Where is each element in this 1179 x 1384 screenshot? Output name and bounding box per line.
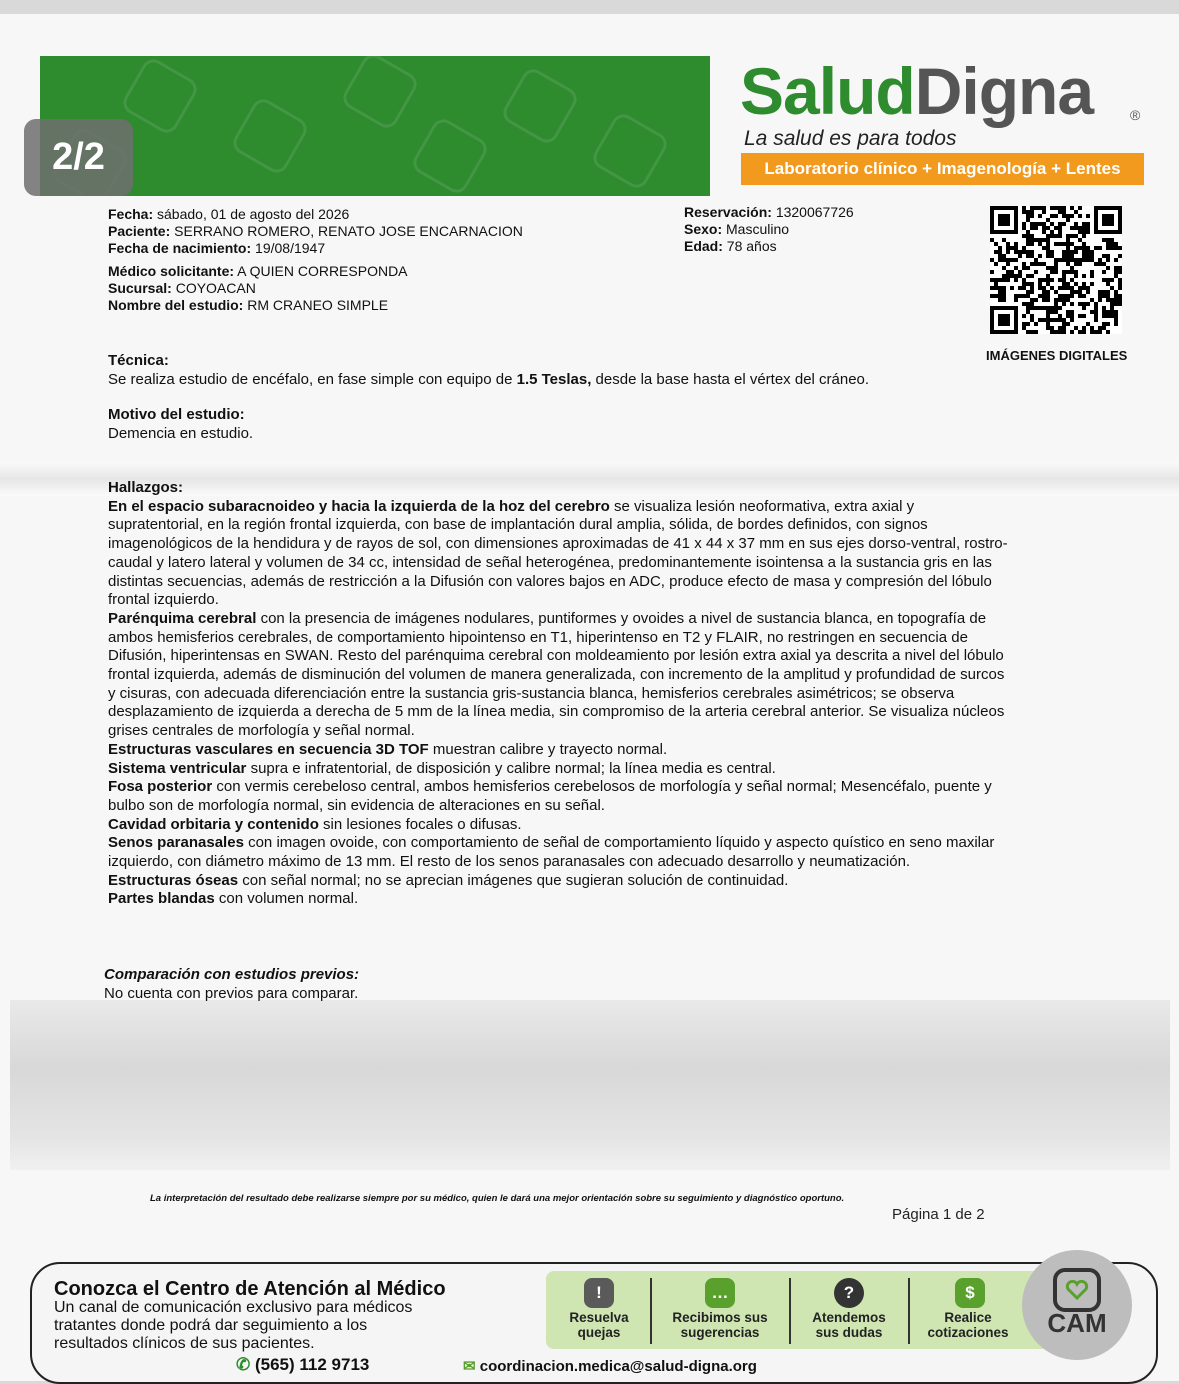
phone-contact[interactable] [236, 1355, 369, 1375]
brand-tagline: La salud es para todos [744, 127, 957, 150]
patient-info-left: Fecha: sábado, 01 de agosto del 2026 Paciente: SERRANO ROMERO, RENATO JOSE ENCARNACION Fecha de nacimiento: 19/08/1947 Médico solicitante: A QUIEN CORRESPONDA Sucursal: COYOACAN Nombre del estudio: RM CRANEO SIMPLE [108, 206, 523, 313]
cam-item-sugerencias[interactable]: Recibimos sus sugerencias [672, 1310, 768, 1340]
cam-logo-text: CAM [1047, 1308, 1107, 1338]
cam-item-cotizaciones[interactable]: Realice cotizaciones [927, 1310, 1009, 1340]
patient-info-right: Reservación: 1320067726 Sexo: Masculino Edad: 78 años [684, 204, 854, 254]
motivo-text: Demencia en estudio. [108, 424, 254, 442]
paper-shadow [10, 1000, 1170, 1170]
qr-code[interactable] [990, 206, 1122, 334]
qr-caption: IMÁGENES DIGITALES [986, 348, 1128, 363]
page-counter-badge: 2/2 [24, 119, 133, 196]
section-tecnica [108, 352, 1008, 389]
brand-logo: SaludDigna [740, 54, 1094, 128]
mail-icon: ✉ [463, 1358, 476, 1375]
sexo-value: Masculino [726, 221, 790, 237]
edad-value: 78 años [726, 238, 777, 254]
medico-value: A QUIEN CORRESPONDA [237, 263, 408, 279]
cam-item-dudas[interactable]: Atendemos sus dudas [812, 1310, 886, 1340]
heart-calendar-icon [1022, 1250, 1132, 1360]
cam-item-quejas[interactable]: Resuelva quejas [569, 1310, 629, 1340]
email-address: coordinacion.medica@salud-digna.org [479, 1358, 757, 1375]
hallazgo-orbitaria: Cavidad orbitaria y contenido sin lesiones focales o difusas. [108, 815, 522, 833]
question-icon: ? [834, 1278, 864, 1308]
section-hallazgos [108, 479, 1008, 909]
hallazgo-blandas: Partes blandas con volumen normal. [108, 890, 359, 908]
hallazgo-fosa: Fosa posterior con vermis cerebeloso central, ambos hemisferios cerebelosos de morfología y señal normal; Mesencéfalo, puente y bulbo son de morfología normal, sin evidencia de alteraciones en su señal. [108, 778, 992, 814]
phone-number: (565) 112 9713 [254, 1355, 370, 1374]
section-motivo [108, 406, 1008, 443]
chat-alert-icon: ! [584, 1278, 614, 1308]
cam-divider [908, 1278, 910, 1344]
nacimiento-value: 19/08/1947 [255, 240, 326, 256]
cam-divider [650, 1278, 652, 1344]
motivo-title: Motivo del estudio: [108, 406, 245, 423]
tecnica-title: Técnica: [108, 352, 169, 369]
hallazgo-oseas: Estructuras óseas con señal normal; no se aprecian imágenes que sugieran solución de continuidad. [108, 871, 789, 889]
cam-logo [1022, 1250, 1132, 1360]
hallazgo-parenquima: Parénquima cerebral con la presencia de imágenes nodulares, puntiformes y ovoides a nivel de sustancia blanca, en topografía de ambos hemisferios cerebrales, de comportamiento hipointenso en T1, hiperintenso en T2 y FLAIR, no restringen en secuencia de Difusión, hiperintensas en SWAN. Resto del parénquima cerebral con moldeamiento por lesión extra axial ya descrita a nivel del lóbulo frontal izquierda, además de disminución del volumen de manera generalizada, con incremento de la amplitud y profundidad de surcos y cisuras, con adecuada diferenciación entre la sustancia gris-sustancia blanca, hemisferios cerebrales asimétricos; se observa desplazamiento de izquierda a derecha de 5 mm de la línea media, sin compromiso de la arteria cerebral anterior. Se visualiza núcleos grises centrales de morfología y señal normal. [108, 609, 1005, 740]
fecha-value: sábado, 01 de agosto del 2026 [157, 206, 350, 222]
header-banner [40, 56, 710, 196]
hallazgo-ventricular: Sistema ventricular supra e infratentorial, de disposición y calibre normal; la línea media es central. [108, 759, 776, 777]
comparacion-title: Comparación con estudios previos: [104, 966, 360, 983]
hallazgo-vasculares: Estructuras vasculares en secuencia 3D TOF muestran calibre y trayecto normal. [108, 740, 668, 758]
registered-mark: ® [1130, 107, 1141, 123]
paciente-value: SERRANO ROMERO, RENATO JOSE ENCARNACION [174, 223, 523, 239]
cam-divider [789, 1278, 791, 1344]
cam-title: Conozca el Centro de Atención al Médico [54, 1278, 446, 1300]
email-contact[interactable] [463, 1357, 757, 1375]
sucursal-value: COYOACAN [175, 280, 256, 296]
hallazgo-senos: Senos paranasales con imagen ovoide, con comportamiento de señal de comportamiento líquido y aspecto quístico en seno maxilar izquierdo, con diámetro máximo de 13 mm. El resto de los senos paranasales con adecuado desarrollo y neumatización. [108, 834, 995, 871]
hallazgos-title: Hallazgos: [108, 479, 184, 496]
page-number: Página 1 de 2 [892, 1206, 985, 1223]
cam-subtitle: Un canal de comunicación exclusivo para médicos tratantes donde podrá dar seguimiento a los resultados clínicos de sus pacientes. [54, 1299, 413, 1352]
disclaimer: La interpretación del resultado debe realizarse siempre por su médico, quien le dará una mejor orientación sobre su seguimiento y diagnóstico oportuno. [150, 1193, 845, 1204]
whatsapp-phone-icon: ✆ [236, 1355, 251, 1374]
hallazgo-lesion: En el espacio subaracnoideo y hacia la izquierda de la hoz del cerebro se visualiza lesión neoformativa, extra axial y supratentorial, en la región frontal izquierda, con base de implantación dural amplia, sólida, de bordes definidos, con signos imagenológicos de la hendidura y de rayos de sol, con dimensiones aproximadas de 41 x 44 x 37 mm en sus ejes dorso-ventral, rostro-caudal y latero lateral y volumen de 34 cc, intensidad de señal heterogénea, predominantemente isointensa a la sustancia gris en las distintas secuencias, además de restricción a la Difusión con valores bajos en ADC, produce efecto de masa y compresión del lóbulo frontal izquierdo. [108, 497, 1008, 609]
estudio-value: RM CRANEO SIMPLE [247, 297, 389, 313]
document-dollar-icon: $ [955, 1278, 985, 1308]
services-bar: Laboratorio clínico + Imagenología + Lentes [741, 153, 1144, 185]
comparacion-text: No cuenta con previos para comparar. [104, 984, 359, 1002]
section-comparacion [104, 966, 1004, 1003]
chat-bubbles-icon: … [705, 1278, 735, 1308]
tecnica-text: Se realiza estudio de encéfalo, en fase simple con equipo de 1.5 Teslas, desde la base hasta el vértex del cráneo. [108, 370, 870, 388]
reservacion-value: 1320067726 [775, 204, 854, 220]
